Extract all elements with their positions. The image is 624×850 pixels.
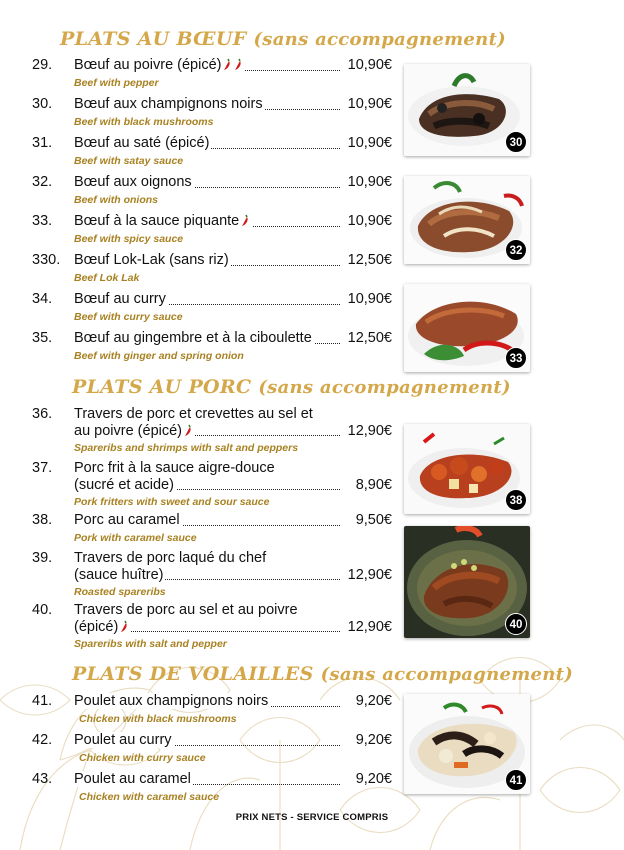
item-english-name: Beef with curry sauce (74, 311, 183, 323)
item-name: Porc au caramel (74, 512, 180, 528)
menu-item (32, 95, 392, 129)
section-subtitle-poultry: (sans accompagnement) (320, 664, 574, 685)
menu-item (32, 692, 392, 726)
item-name-line1: Travers de porc au sel et au poivre (74, 602, 298, 618)
footer-note: PRIX NETS - SERVICE COMPRIS (235, 812, 389, 823)
item-english-name: Beef with satay sauce (74, 155, 184, 167)
item-number: 34. (32, 291, 53, 307)
menu-item (32, 511, 392, 545)
menu-item (32, 290, 392, 324)
menu-item (32, 251, 392, 285)
item-name-line2: (sauce huître) (74, 567, 164, 583)
item-english-name: Beef with black mushrooms (74, 116, 214, 128)
item-name-line2: au poivre (épicé) (74, 423, 182, 439)
item-name: Bœuf au gingembre et à la ciboulette (74, 330, 312, 346)
item-name: Bœuf aux champignons noirs (74, 96, 263, 112)
item-name: Poulet au caramel (74, 771, 191, 787)
item-number: 42. (32, 732, 53, 748)
menu-item (32, 173, 392, 207)
menu-item (32, 56, 392, 90)
menu-item (32, 602, 392, 651)
item-price: 10,90€ (347, 96, 392, 112)
item-price: 9,20€ (355, 732, 392, 748)
item-name: Bœuf au poivre (épicé) (74, 57, 222, 73)
item-price: 10,90€ (347, 213, 392, 229)
section-title-beef (60, 28, 506, 50)
menu-item (32, 329, 392, 363)
menu-item (32, 134, 392, 168)
item-price: 9,50€ (355, 512, 392, 528)
dish-photo-30 (404, 64, 530, 156)
section-title-pork (72, 376, 511, 398)
item-price: 10,90€ (347, 135, 392, 151)
dish-photo-41 (404, 694, 530, 794)
item-price: 12,50€ (347, 252, 392, 268)
photo-number-badge: 33 (505, 347, 527, 369)
dish-photo-33 (404, 284, 530, 372)
item-english-name: Chicken with curry sauce (79, 752, 206, 764)
menu-item (32, 460, 392, 509)
item-number: 32. (32, 174, 53, 190)
item-name-line1: Porc frit à la sauce aigre-douce (74, 460, 275, 476)
item-price: 8,90€ (355, 477, 392, 493)
item-english-name: Pork with caramel sauce (74, 532, 197, 544)
chili-pepper-icon (240, 214, 250, 227)
item-english-name: Chicken with caramel sauce (79, 791, 220, 803)
item-name: Bœuf aux oignons (74, 174, 192, 190)
item-name-line1: Travers de porc laqué du chef (74, 550, 267, 566)
photo-number-badge: 41 (505, 769, 527, 791)
photo-number-badge: 30 (505, 131, 527, 153)
item-english-name: Beef with ginger and spring onion (74, 350, 244, 362)
item-price: 12,50€ (347, 330, 392, 346)
section-title-beef-text: PLATS AU BŒUF (60, 28, 247, 50)
menu-item (32, 731, 392, 765)
menu-item (32, 406, 392, 455)
item-number: 40. (32, 602, 53, 618)
chili-pepper-icon (183, 424, 193, 437)
item-name-line2: (sucré et acide) (74, 477, 174, 493)
item-english-name: Beef with pepper (74, 77, 159, 89)
chili-pepper-icon (233, 58, 243, 71)
item-name: Bœuf à la sauce piquante (74, 213, 240, 229)
item-english-name: Spareribs and shrimps with salt and peppers (74, 442, 299, 454)
item-name-line2: (épicé) (74, 619, 119, 635)
photo-number-badge: 40 (505, 613, 527, 635)
item-name: Poulet aux champignons noirs (74, 693, 269, 709)
item-english-name: Beef with spicy sauce (74, 233, 184, 245)
item-english-name: Beef Lok Lak (74, 272, 140, 284)
item-english-name: Chicken with black mushrooms (79, 713, 237, 725)
item-number: 29. (32, 57, 53, 73)
item-number: 31. (32, 135, 53, 151)
item-number: 35. (32, 330, 53, 346)
item-number: 30. (32, 96, 53, 112)
section-subtitle-pork: (sans accompagnement) (258, 377, 511, 398)
item-number: 39. (32, 550, 53, 566)
dish-photo-40 (404, 526, 530, 638)
item-price: 10,90€ (347, 174, 392, 190)
item-english-name: Spareribs with salt and pepper (74, 638, 227, 650)
item-number: 330. (32, 252, 61, 268)
menu-item (32, 212, 392, 246)
item-price: 12,90€ (347, 619, 392, 635)
chili-pepper-icon (119, 620, 129, 633)
item-number: 38. (32, 512, 53, 528)
item-name: Bœuf au saté (épicé) (74, 135, 210, 151)
item-english-name: Beef with onions (74, 194, 158, 206)
item-price: 10,90€ (347, 57, 392, 73)
chili-pepper-icon (222, 58, 232, 71)
section-title-pork-text: PLATS AU PORC (72, 376, 252, 398)
item-number: 43. (32, 771, 53, 787)
item-english-name: Roasted spareribs (74, 586, 166, 598)
item-price: 10,90€ (347, 291, 392, 307)
section-title-poultry (72, 663, 573, 685)
menu-item (32, 770, 392, 804)
item-name: Poulet au curry (74, 732, 172, 748)
section-title-poultry-text: PLATS DE VOLAILLES (72, 663, 314, 685)
item-name: Bœuf Lok-Lak (sans riz) (74, 252, 229, 268)
item-number: 36. (32, 406, 53, 422)
item-number: 33. (32, 213, 53, 229)
photo-number-badge: 32 (505, 239, 527, 261)
item-price: 9,20€ (355, 693, 392, 709)
item-name-line1: Travers de porc et crevettes au sel et (74, 406, 313, 422)
section-subtitle-beef: (sans accompagnement) (253, 29, 506, 50)
item-number: 41. (32, 693, 53, 709)
item-price: 9,20€ (355, 771, 392, 787)
item-english-name: Pork fritters with sweet and sour sauce (74, 496, 270, 508)
item-number: 37. (32, 460, 53, 476)
photo-number-badge: 38 (505, 489, 527, 511)
menu-item (32, 550, 392, 599)
item-name: Bœuf au curry (74, 291, 166, 307)
item-price: 12,90€ (347, 567, 392, 583)
item-price: 12,90€ (347, 423, 392, 439)
dish-photo-32 (404, 176, 530, 264)
dish-photo-38 (404, 424, 530, 514)
